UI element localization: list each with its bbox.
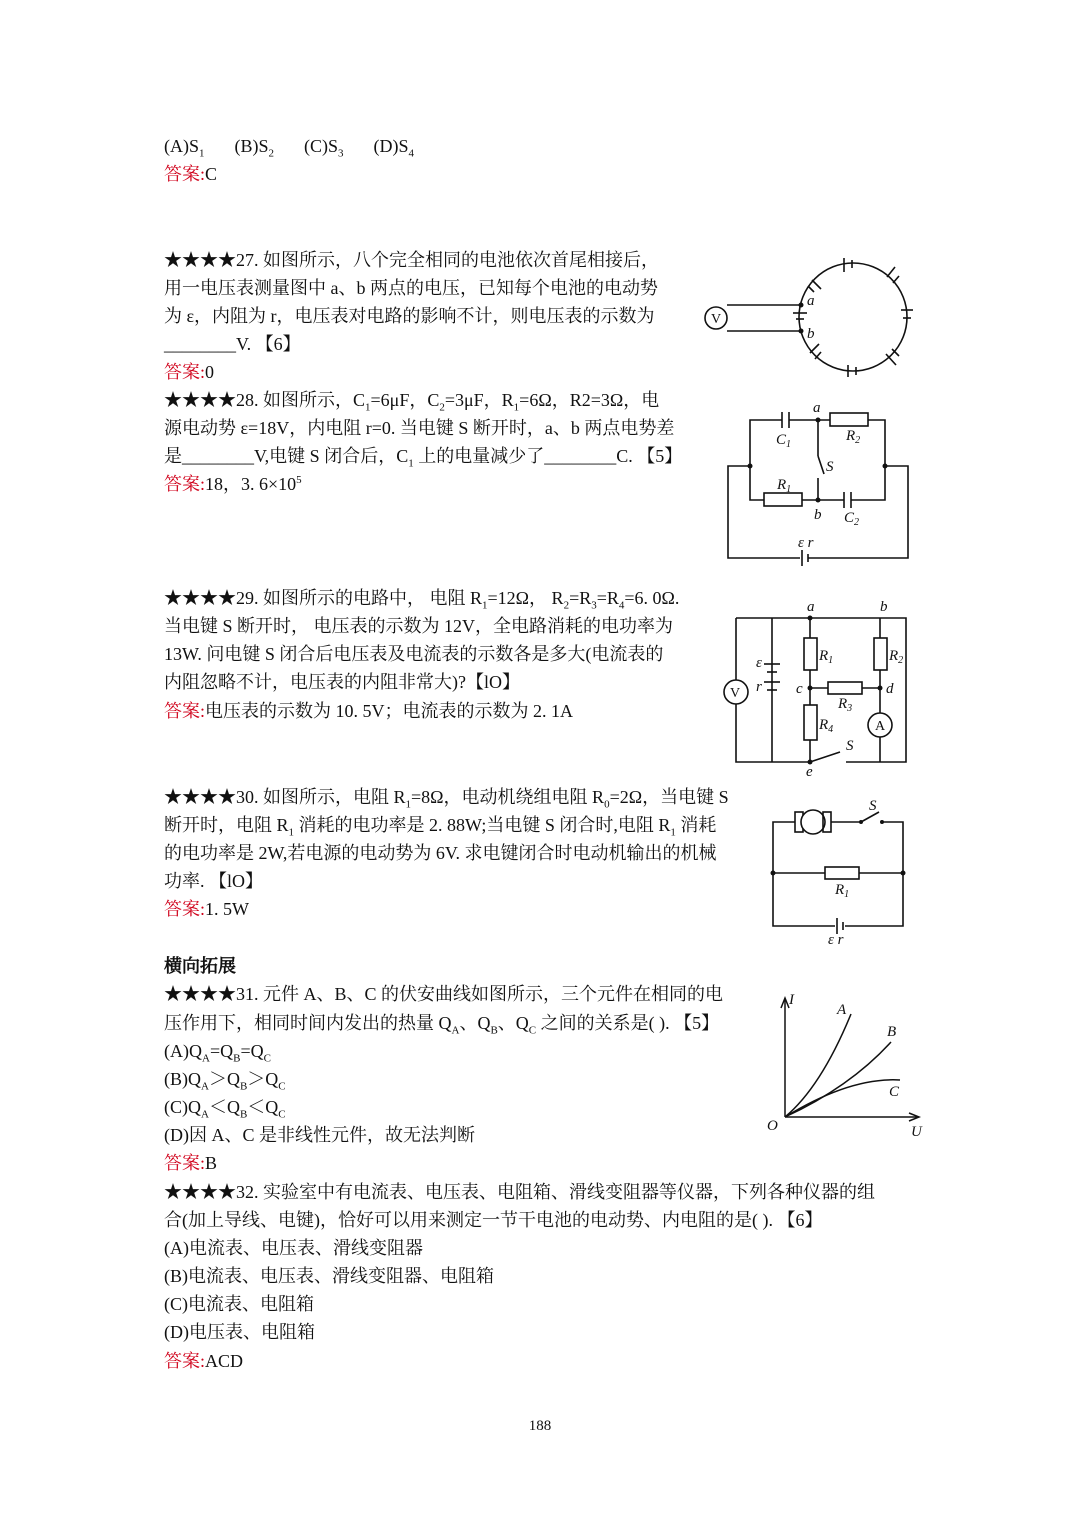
q29-label-s: S xyxy=(846,738,854,754)
q28-label-b: b xyxy=(814,507,822,523)
q29-label-r: r xyxy=(756,679,762,695)
q29-line1: ★★★★29. 如图所示的电路中， 电阻 $R_1=12\Omega$， $R_2=R_3=R_4=6$. 0Ω. xyxy=(164,588,680,612)
q29-answer: 答案:电压表的示数为 10. 5V；电流表的示数为 2. 1A xyxy=(164,701,574,721)
q32-answer: 答案:ACD xyxy=(164,1351,244,1371)
q29-line4: 内阻忽略不计，电压表的内阻非常大)?【lO】 xyxy=(164,672,520,692)
q30-answer: 答案:1. 5W xyxy=(164,899,250,919)
q28-label-a: a xyxy=(813,400,821,416)
q31-origin: O xyxy=(767,1118,778,1134)
q28-label-r1: $R_1$ xyxy=(777,477,792,495)
q30-label-er: ε r xyxy=(828,932,844,948)
q29-label-r3: $R_3$ xyxy=(838,696,853,714)
q31-answer: 答案:B xyxy=(164,1153,218,1173)
q29-line2: 当电键 S 断开时， 电压表的示数为 12V，全电路消耗的电功率为 xyxy=(164,616,674,636)
q32-option-a: (A)电流表、电压表、滑线变阻器 xyxy=(164,1238,423,1258)
q28-label-c2: $C_2$ xyxy=(844,510,860,528)
q29-label-d: d xyxy=(886,681,894,697)
q26-answer: 答案:C xyxy=(164,164,218,184)
q29-ammeter-label: A xyxy=(875,719,886,734)
q26-options: $(A)S_1$ $(B)S_2$ $(C)S_3$ $(D)S_4$ xyxy=(164,136,415,160)
q29-label-eps: ε xyxy=(756,655,762,671)
q31-curve-c xyxy=(785,1080,900,1117)
q28-line2: 源电动势 ε=18V，内电阻 r=0. 当电键 S 断开时，a、b 两点电势差 xyxy=(164,418,675,438)
q30-line3: 的电功率是 2W,若电源的电动势为 6V. 求电键闭合时电动机输出的机械 xyxy=(164,843,717,863)
q32-option-b: (B)电流表、电压表、滑线变阻器、电阻箱 xyxy=(164,1266,494,1286)
q31-label-b: B xyxy=(887,1024,897,1040)
q31-label-c: C xyxy=(889,1084,900,1100)
section-title: 横向拓展 xyxy=(164,956,236,976)
q29-circuit-diagram xyxy=(718,598,918,778)
q31-option-a: $(A)Q_A=Q_B=Q_C$ xyxy=(164,1041,271,1065)
q29-label-r2: $R_2$ xyxy=(889,648,904,666)
q29-label-r4: $R_4$ xyxy=(819,717,834,735)
q31-axis-i: I xyxy=(789,992,794,1008)
q31-curve-a xyxy=(785,1014,851,1117)
q27-line1: ★★★★27. 如图所示，八个完全相同的电池依次首尾相接后， xyxy=(164,250,659,270)
q28-answer: 答案:18，3. $6\times 10^5$ xyxy=(164,474,302,494)
q29-label-a: a xyxy=(807,599,815,615)
q30-line2: 断开时，电阻 $R_1$ 消耗的电功率是 2. 88W;当电键 S 闭合时,电阻 $R_1$ 消耗 xyxy=(164,815,717,839)
q32-option-d: (D)电压表、电阻箱 xyxy=(164,1322,315,1342)
q27-circuit-diagram xyxy=(700,255,920,380)
q27-label-b: b xyxy=(807,326,815,342)
q28-circuit-diagram xyxy=(720,398,915,563)
q30-label-r1: $R_1$ xyxy=(835,882,850,900)
q27-line3: 为 ε，内阻为 r，电压表对电路的影响不计，则电压表的示数为 xyxy=(164,306,655,326)
q31-option-c: $(C)Q_A<Q_B<Q_C$ xyxy=(164,1097,286,1121)
q29-label-c: c xyxy=(796,681,803,697)
q30-circuit-diagram xyxy=(765,798,910,948)
q28-label-er: ε r xyxy=(798,535,814,551)
q29-line3: 13W. 问电键 S 闭合后电压表及电流表的示数各是多大(电流表的 xyxy=(164,644,664,664)
q30-line1: ★★★★30. 如图所示，电阻 $R_1=8\Omega$，电动机绕组电阻 $R_0=2\Omega$，当电键 S xyxy=(164,787,729,811)
q29-voltmeter-label: V xyxy=(730,686,741,701)
q30-line4: 功率. 【lO】 xyxy=(164,871,263,891)
q31-line2: 压作用下，相同时间内发出的热量 $Q_A$、$Q_B$、$Q_C$ 之间的关系是( ). 【5】 xyxy=(164,1013,720,1037)
q28-label-c1: $C_1$ xyxy=(776,432,792,450)
q29-label-r1: $R_1$ xyxy=(819,648,834,666)
q27-line4: ________V. 【6】 xyxy=(164,334,301,354)
q32-option-c: (C)电流表、电阻箱 xyxy=(164,1294,314,1314)
q28-label-s: S xyxy=(826,459,834,475)
q31-line1: ★★★★31. 元件 A、B、C 的伏安曲线如图所示，三个元件在相同的电 xyxy=(164,984,724,1004)
q32-line2: 合(加上导线、电键)，恰好可以用来测定一节干电池的电动势、内电阻的是( ). 【6】 xyxy=(164,1210,823,1230)
q32-line1: ★★★★32. 实验室中有电流表、电压表、电阻箱、滑线变阻器等仪器，下列各种仪器的组 xyxy=(164,1182,875,1202)
q31-curve-b xyxy=(785,1042,891,1117)
q31-option-d: (D)因 A、C 是非线性元件，故无法判断 xyxy=(164,1125,475,1145)
q27-label-a: a xyxy=(807,293,815,309)
q28-line1: ★★★★28. 如图所示，$C_1=6\mu F$，$C_2=3\mu F$，$R_1=6\Omega$，R2=3Ω，电 xyxy=(164,390,660,414)
q29-label-b: b xyxy=(880,599,888,615)
q31-iv-graph xyxy=(765,992,930,1142)
q31-option-b: $(B)Q_A>Q_B>Q_C$ xyxy=(164,1069,286,1093)
q29-label-e: e xyxy=(806,764,813,780)
q31-axis-u: U xyxy=(911,1124,922,1140)
q31-label-a: A xyxy=(837,1002,847,1018)
q28-line3: 是________V,电键 S 闭合后，$C_1$ 上的电量减少了________C. 【5】 xyxy=(164,446,683,470)
q28-label-r2: $R_2$ xyxy=(846,428,861,446)
page-number: 188 xyxy=(528,1418,552,1434)
q27-answer: 答案:0 xyxy=(164,362,215,382)
q27-line2: 用一电压表测量图中 a、b 两点的电压，已知每个电池的电动势 xyxy=(164,278,658,298)
q30-label-s: S xyxy=(869,798,877,814)
q27-voltmeter-label: V xyxy=(711,312,722,327)
